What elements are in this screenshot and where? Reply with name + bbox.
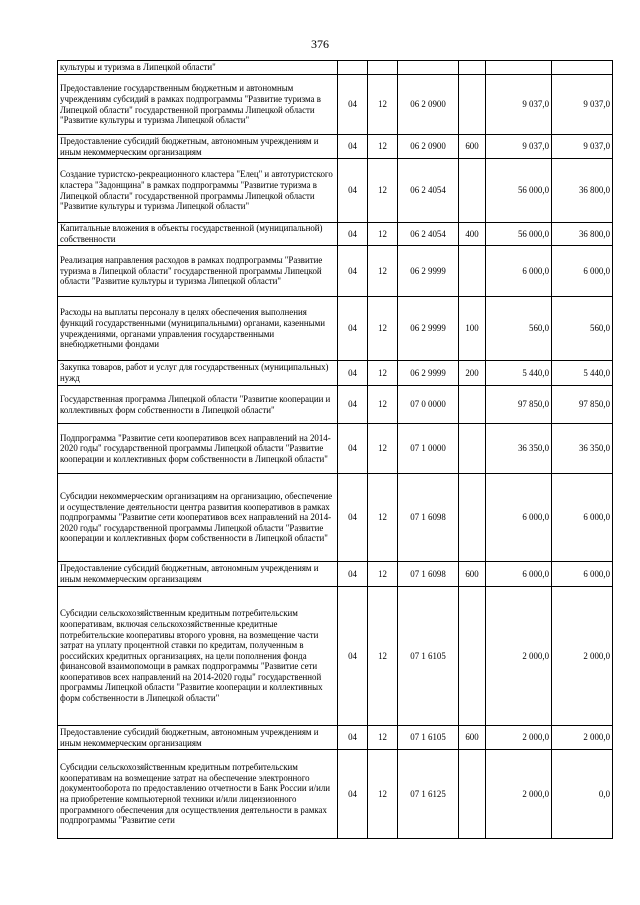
row-sum-year1-cell: 560,0 xyxy=(486,297,552,361)
row-section-cell: 04 xyxy=(338,159,368,223)
row-sum-year1-cell: 6 000,0 xyxy=(486,246,552,297)
row-sum-year2-cell: 36 350,0 xyxy=(552,424,613,474)
row-name-cell: Капитальные вложения в объекты государственной (муниципальной) собственности xyxy=(58,223,338,246)
row-sum-year1-cell: 2 000,0 xyxy=(486,587,552,726)
row-target-article-cell: 06 2 4054 xyxy=(398,159,459,223)
row-sum-year2-cell: 6 000,0 xyxy=(552,246,613,297)
table-row xyxy=(58,474,613,562)
row-sum-year2-cell: 9 037,0 xyxy=(552,75,613,135)
table-row xyxy=(58,223,613,246)
row-expense-type-cell: 100 xyxy=(459,297,486,361)
row-target-article-cell: 06 2 9999 xyxy=(398,297,459,361)
row-target-article-cell xyxy=(398,61,459,75)
row-name-cell: Реализация направления расходов в рамках подпрограммы "Развитие туризма в Липецкой области" государственной программы Липецкой области "Развитие культуры и туризма Липецкой области" xyxy=(58,246,338,297)
row-section-cell: 04 xyxy=(338,246,368,297)
row-target-article-cell: 07 0 0000 xyxy=(398,386,459,424)
row-sum-year2-cell: 36 800,0 xyxy=(552,223,613,246)
row-section-cell: 04 xyxy=(338,75,368,135)
row-expense-type-cell: 600 xyxy=(459,726,486,750)
row-subsection-cell: 12 xyxy=(368,135,398,159)
budget-table xyxy=(57,60,613,839)
row-sum-year2-cell: 9 037,0 xyxy=(552,135,613,159)
table-row xyxy=(58,750,613,839)
row-target-article-cell: 06 2 9999 xyxy=(398,361,459,386)
table-row xyxy=(58,587,613,726)
row-subsection-cell: 12 xyxy=(368,750,398,839)
row-subsection-cell: 12 xyxy=(368,297,398,361)
row-name-cell: Субсидии сельскохозяйственным кредитным потребительским кооперативам, включая сельскохозяйственные кредитные потребительские кооперативы второго уровня, на возмещение части затрат на уплату процентной ставки по кредитам, полученным в российских кредитных организациях, на цели пополнения фонда финансовой взаимопомощи в рамках подпрограммы "Развитие сети кооперативов всех направлений на 2014-2020 годы" государственной программы Липецкой области "Развитие кооперации и коллективных форм собственности в Липецкой области" xyxy=(58,587,338,726)
row-sum-year1-cell: 2 000,0 xyxy=(486,726,552,750)
row-sum-year1-cell: 6 000,0 xyxy=(486,474,552,562)
row-section-cell xyxy=(338,61,368,75)
row-section-cell: 04 xyxy=(338,386,368,424)
row-expense-type-cell xyxy=(459,750,486,839)
row-subsection-cell: 12 xyxy=(368,75,398,135)
row-subsection-cell: 12 xyxy=(368,361,398,386)
row-subsection-cell: 12 xyxy=(368,726,398,750)
row-sum-year2-cell: 97 850,0 xyxy=(552,386,613,424)
row-name-cell: Предоставление субсидий бюджетным, автономным учреждениям и иным некоммерческим организациям xyxy=(58,726,338,750)
row-target-article-cell: 07 1 0000 xyxy=(398,424,459,474)
table-row xyxy=(58,386,613,424)
row-expense-type-cell xyxy=(459,424,486,474)
row-expense-type-cell xyxy=(459,474,486,562)
row-sum-year1-cell: 97 850,0 xyxy=(486,386,552,424)
table-row xyxy=(58,61,613,75)
row-sum-year1-cell: 5 440,0 xyxy=(486,361,552,386)
table-row xyxy=(58,424,613,474)
row-name-cell: Предоставление субсидий бюджетным, автономным учреждениям и иным некоммерческим организациям xyxy=(58,135,338,159)
row-subsection-cell: 12 xyxy=(368,587,398,726)
table-row xyxy=(58,159,613,223)
row-sum-year2-cell: 6 000,0 xyxy=(552,474,613,562)
row-target-article-cell: 07 1 6098 xyxy=(398,562,459,587)
row-sum-year1-cell: 36 350,0 xyxy=(486,424,552,474)
row-subsection-cell: 12 xyxy=(368,424,398,474)
row-expense-type-cell xyxy=(459,159,486,223)
row-sum-year2-cell: 5 440,0 xyxy=(552,361,613,386)
row-section-cell: 04 xyxy=(338,750,368,839)
row-expense-type-cell xyxy=(459,75,486,135)
row-subsection-cell xyxy=(368,61,398,75)
row-expense-type-cell: 600 xyxy=(459,562,486,587)
row-expense-type-cell xyxy=(459,587,486,726)
row-name-cell: Предоставление государственным бюджетным и автономным учреждениям субсидий в рамках подпрограммы "Развитие туризма в Липецкой области" государственной программы Липецкой области "Развитие культуры и туризма Липецкой области" xyxy=(58,75,338,135)
row-sum-year1-cell: 6 000,0 xyxy=(486,562,552,587)
row-section-cell: 04 xyxy=(338,562,368,587)
row-expense-type-cell: 400 xyxy=(459,223,486,246)
page-number: 376 xyxy=(311,37,329,51)
row-section-cell: 04 xyxy=(338,474,368,562)
row-section-cell: 04 xyxy=(338,361,368,386)
row-subsection-cell: 12 xyxy=(368,246,398,297)
table-body xyxy=(58,61,613,839)
row-sum-year1-cell: 9 037,0 xyxy=(486,135,552,159)
row-subsection-cell: 12 xyxy=(368,386,398,424)
table-row xyxy=(58,562,613,587)
row-section-cell: 04 xyxy=(338,223,368,246)
table-row xyxy=(58,135,613,159)
row-target-article-cell: 06 2 9999 xyxy=(398,246,459,297)
row-target-article-cell: 07 1 6105 xyxy=(398,726,459,750)
row-sum-year2-cell xyxy=(552,61,613,75)
row-name-cell: Субсидии сельскохозяйственным кредитным потребительским кооперативам на возмещение затрат на обеспечение электронного документооборота по предоставлению отчетности в Банк России и/или на приобретение компьютерной техники и/или лицензионного программного обеспечения для осуществления деятельности в рамках подпрограммы "Развитие сети xyxy=(58,750,338,839)
table-row xyxy=(58,75,613,135)
row-sum-year1-cell: 56 000,0 xyxy=(486,223,552,246)
row-subsection-cell: 12 xyxy=(368,223,398,246)
table-row xyxy=(58,726,613,750)
row-sum-year2-cell: 36 800,0 xyxy=(552,159,613,223)
row-name-cell: Субсидии некоммерческим организациям на организацию, обеспечение и осуществление деятельности центра развития кооперативов в рамках подпрограммы "Развитие сети кооперативов всех направлений на 2014-2020 годы" государственной программы Липецкой области "Развитие кооперации и коллективных форм собственности в Липецкой области" xyxy=(58,474,338,562)
row-subsection-cell: 12 xyxy=(368,562,398,587)
row-target-article-cell: 07 1 6125 xyxy=(398,750,459,839)
row-target-article-cell: 07 1 6105 xyxy=(398,587,459,726)
row-sum-year1-cell: 56 000,0 xyxy=(486,159,552,223)
table-row xyxy=(58,297,613,361)
row-name-cell: Предоставление субсидий бюджетным, автономным учреждениям и иным некоммерческим организациям xyxy=(58,562,338,587)
row-target-article-cell: 06 2 4054 xyxy=(398,223,459,246)
row-expense-type-cell xyxy=(459,246,486,297)
row-section-cell: 04 xyxy=(338,587,368,726)
row-expense-type-cell: 200 xyxy=(459,361,486,386)
row-subsection-cell: 12 xyxy=(368,474,398,562)
row-name-cell: Подпрограмма "Развитие сети кооперативов всех направлений на 2014-2020 годы" государственной программы Липецкой области "Развитие кооперации и коллективных форм собственности в Липецкой области" xyxy=(58,424,338,474)
row-expense-type-cell xyxy=(459,386,486,424)
row-section-cell: 04 xyxy=(338,726,368,750)
row-target-article-cell: 07 1 6098 xyxy=(398,474,459,562)
table-row xyxy=(58,361,613,386)
row-expense-type-cell xyxy=(459,61,486,75)
row-expense-type-cell: 600 xyxy=(459,135,486,159)
row-section-cell: 04 xyxy=(338,135,368,159)
row-name-cell: Расходы на выплаты персоналу в целях обеспечения выполнения функций государственными (муниципальными) органами, казенными учреждениями, органами управления государственными внебюджетными фондами xyxy=(58,297,338,361)
row-sum-year2-cell: 2 000,0 xyxy=(552,726,613,750)
row-sum-year1-cell: 9 037,0 xyxy=(486,75,552,135)
row-target-article-cell: 06 2 0900 xyxy=(398,135,459,159)
row-sum-year2-cell: 6 000,0 xyxy=(552,562,613,587)
table-row xyxy=(58,246,613,297)
row-sum-year1-cell: 2 000,0 xyxy=(486,750,552,839)
row-sum-year2-cell: 2 000,0 xyxy=(552,587,613,726)
row-sum-year1-cell xyxy=(486,61,552,75)
row-sum-year2-cell: 560,0 xyxy=(552,297,613,361)
row-section-cell: 04 xyxy=(338,424,368,474)
row-section-cell: 04 xyxy=(338,297,368,361)
row-name-cell: Закупка товаров, работ и услуг для государственных (муниципальных) нужд xyxy=(58,361,338,386)
row-subsection-cell: 12 xyxy=(368,159,398,223)
row-name-cell: Создание туристско-рекреационного кластера "Елец" и автотуристского кластера "Задонщина" в рамках подпрограммы "Развитие туризма в Липецкой области" государственной программы Липецкой области "Развитие культуры и туризма Липецкой области" xyxy=(58,159,338,223)
row-name-cell: Государственная программа Липецкой области "Развитие кооперации и коллективных форм собственности в Липецкой области" xyxy=(58,386,338,424)
row-target-article-cell: 06 2 0900 xyxy=(398,75,459,135)
row-name-cell: культуры и туризма в Липецкой области" xyxy=(58,61,338,75)
row-sum-year2-cell: 0,0 xyxy=(552,750,613,839)
